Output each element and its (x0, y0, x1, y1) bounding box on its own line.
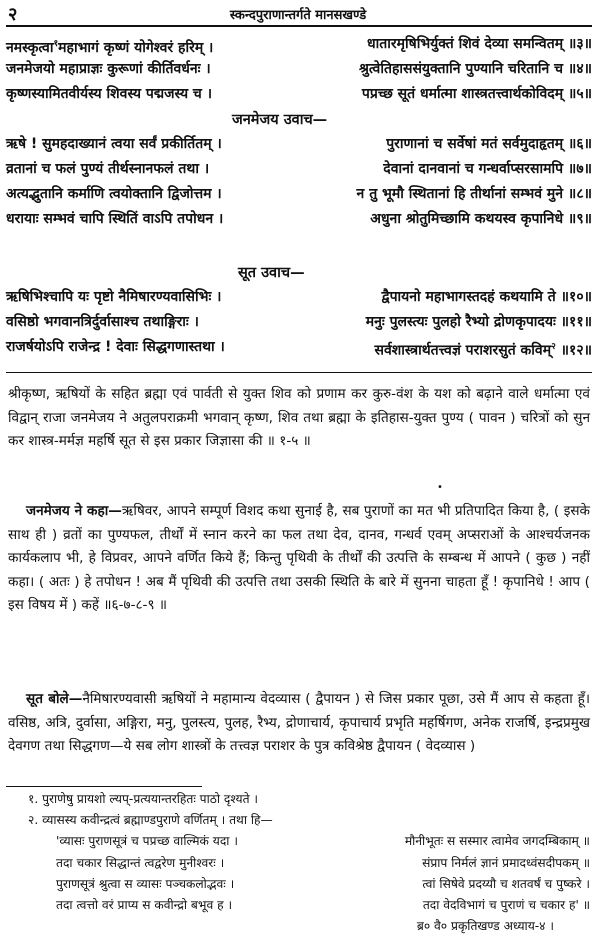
verse-half: सर्वशास्त्रार्थतत्त्वज्ञं पराशरसुतं कविम्$^२$ ॥१२॥ (374, 342, 592, 359)
footnote-1: १. पुराणेषु प्रायशो ल्यप्-प्रत्ययान्तरहितः पाठो दृश्यते । (28, 792, 259, 806)
page-header (6, 2, 590, 24)
verse-half: अत्यद्भुतानि कर्माणि त्वयोक्तानि द्विजोत्तम । (6, 186, 222, 202)
verse-half: ऋषिभिश्चापि यः पृष्टो नैमिषारण्यवासिभिः । (6, 289, 222, 305)
verse-half: राजर्षयोऽपि राजेन्द्र ! देवाः सिद्धगणास्तथा । (6, 339, 225, 355)
verse-half: व्रतानां च फलं पुण्यं तीर्थस्नानफलं तथा । (6, 161, 210, 177)
verse-half: अधुना श्रोतुमिच्छामि कथयस्व कृपानिधे ॥९॥ (370, 211, 592, 227)
translation-para-3 (8, 688, 590, 759)
header-rule (6, 25, 592, 27)
footnote-quote-line: पुराणसूत्रं श्रुत्वा स व्यासः पञ्चकलोद्भवः । त्वां सिषेवे प्रदय्यौ च शतवर्षं च पुष्करे । (56, 876, 590, 891)
speaker-janamejaya: जनमेजय उवाच— (232, 112, 328, 128)
verse-line (6, 132, 592, 157)
verse-block-intro (6, 32, 592, 107)
footnote-2: २. व्यासस्य कवीन्द्रत्वं ब्रह्माण्डपुराणे वर्णितम् । तथा हि— (28, 813, 273, 828)
running-title: स्कन्दपुराणान्तर्गते मानसखण्डे (229, 8, 367, 23)
verse-half: ऋषे ! सुमहदाख्यानं त्वया सर्वं प्रकीर्तितम् । (6, 136, 222, 152)
stray-mark: • (437, 482, 443, 493)
verse-line (6, 285, 592, 310)
verse-half: देवानां दानवानां च गन्धर्वाप्सरसामपि ॥७॥ (383, 161, 592, 177)
verse-half: पप्रच्छ सूतं धर्मात्मा शास्त्रतत्त्वार्थकोविदम् ॥५॥ (361, 86, 592, 102)
verse-block-janamejaya (6, 132, 592, 232)
verse-half: नमस्कृत्वा$^१$महाभागं कृष्णं योगेश्वरं हरिम् । (6, 39, 214, 56)
translation-text: नैमिषारण्यवासी ऋषियों ने महामान्य वेदव्यास ( द्वैपायन ) से जिस प्रकार पूछा, उसे मैं आप से कहता हूँ। वसिष्ठ, अत्रि, दुर्वासा, अङ्गिरा, मनु, पुलस्त्य, पुलह, रैभ्य, द्रोणाचार्य, कृपाचार्य प्रभृति महर्षिगण, अनेक राजर्षि, इन्द्रप्रमुख देवगण तथा सिद्धगण—ये सब लोग शास्त्रों के तत्त्वज्ञ पराशर के पुत्र कविश्रेष्ठ द्वैपायन ( वेदव्यास ) (8, 691, 590, 755)
verse-line (6, 82, 592, 107)
verse-line (6, 32, 592, 57)
footnote-source: ब्र० वै० प्रकृतिखण्ड अध्याय-४ । (416, 919, 554, 934)
translation-para-2 (8, 500, 590, 618)
translation-para-1 (8, 383, 590, 454)
verse-half: जनमेजयो महाप्राज्ञः कुरूणां कीर्तिवर्धनः । (6, 61, 211, 77)
footnote-quote-line: तदा त्वत्तो वरं प्राप्य स कवीन्द्रो बभूव ह । तदा वेदविभागं च पुराणं च चकार ह' ॥ (56, 898, 590, 913)
verse-line (6, 335, 592, 360)
page-number: २ (8, 4, 18, 25)
speaker-lead: सूत बोले— (26, 691, 83, 707)
footnote-quote-line: 'व्यासः पुराणसूत्रं च पप्रच्छ वाल्मिकं यदा । मौनीभूतः स सस्मार त्वामेव जगदम्बिकाम् ॥ (56, 834, 590, 849)
verse-half: श्रुत्वेतिहाससंयुक्तानि पुण्यानि चरितानि च ॥४॥ (358, 61, 592, 77)
verse-line (6, 57, 592, 82)
translation-text: श्रीकृष्ण, ऋषियों के सहित ब्रह्मा एवं पार्वती से युक्त शिव को प्रणाम कर कुरु-वंश के यश को बढ़ाने वाले धर्मात्मा एवं विद्वान् राजा जनमेजय ने अतुलपराक्रमी भगवान् कृष्ण, शिव तथा ब्रह्मा के इतिहास-युक्त पुण्य ( पावन ) चरित्रों को सुन कर शास्त्र-मर्मज्ञ महर्षि सूत से इस प्रकार जिज्ञासा की ॥ १-५ ॥ (8, 386, 590, 450)
verse-half: मनुः पुलस्त्यः पुलहो रैभ्यो द्रोणकृपादयः ॥११॥ (365, 314, 592, 330)
verse-line (6, 157, 592, 182)
verse-half: द्वैपायनो महाभागस्तदहं कथयामि ते ॥१०॥ (381, 289, 592, 305)
speaker-lead: जनमेजय ने कहा— (26, 503, 122, 519)
verse-half: वसिष्ठो भगवानत्रिर्दुर्वासाश्च तथाङ्गिराः । (6, 314, 199, 330)
verse-line (6, 207, 592, 232)
footnote-rule (6, 786, 202, 787)
verse-block-suta (6, 285, 592, 360)
translation-text: ऋषिवर, आपने सम्पूर्ण विशद कथा सुनाई है, सब पुराणों का मत भी प्रतिपादित किया है, ( इसके साथ ही ) व्रतों का पुण्यफल, तीर्थों में स्नान करने का फल तथा देव, दानव, गन्धर्व एवम् अप्सराओं के आश्चर्यजनक कार्यकलाप भी, हे विप्रवर, आपने वर्णित किये हैं; किन्तु पृथिवी के तीर्थों की उत्पत्ति के सम्बन्ध में आपने ( कुछ ) नहीं कहा। ( अतः ) हे तपोधन ! अब मैं पृथिवी की उत्पत्ति तथा उसकी स्थिति के बारे में सुनना चाहता हूँ ! कृपानिधे ! आप ( इस विषय में ) कहें ॥६-७-८-९ ॥ (8, 503, 591, 614)
verse-half: पुराणानां च सर्वेषां मतं सर्वमुदाहृतम् ॥६॥ (386, 136, 592, 152)
verse-translation-divider (6, 372, 592, 373)
verse-half: कृष्णस्यामितवीर्यस्य शिवस्य पद्मजस्य च । (6, 86, 213, 102)
footnote-quote-line: तदा चकार सिद्धान्तं त्वद्वरेण मुनीश्वरः । संप्राप निर्मलं ज्ञानं प्रमादध्वंसदीपकम् ॥ (56, 855, 590, 870)
verse-line (6, 182, 592, 207)
speaker-suta: सूत उवाच— (238, 265, 305, 281)
verse-half: धरायाः सम्भवं चापि स्थितिं वाऽपि तपोधन । (6, 211, 224, 227)
verse-line (6, 310, 592, 335)
verse-half: धातारमृषिभिर्युक्तं शिवं देव्या समन्वितम् ॥३॥ (367, 36, 592, 52)
footnotes (28, 789, 590, 937)
verse-half: न तु भूमौ स्थितानां हि तीर्थानां सम्भवं मुने ॥८॥ (356, 186, 592, 202)
footnote-marker: २ (551, 342, 556, 352)
